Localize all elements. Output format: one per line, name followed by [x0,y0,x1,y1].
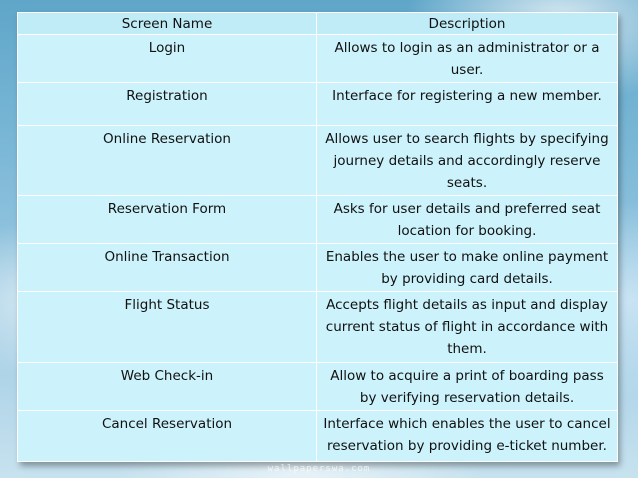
screens-table-container [17,12,617,462]
table-row [18,411,618,462]
screen-name-cell: Reservation Form [18,196,317,244]
header-screen-name: Screen Name [18,13,317,35]
description-cell: Accepts flight details as input and display current status of flight in accordance with them. [317,291,618,362]
header-description: Description [317,13,618,35]
description-cell: Allow to acquire a print of boarding pass by verifying reservation details. [317,363,618,411]
screen-name-cell: Online Transaction [18,243,317,291]
screens-table [17,12,618,462]
screen-name-cell: Web Check-in [18,363,317,411]
watermark-text: wallpaperswa.com [267,464,371,474]
table-header-row [18,13,618,35]
table-row [18,82,618,125]
description-cell: Allows to login as an administrator or a user. [317,35,618,83]
table-row [18,291,618,362]
screen-name-cell: Online Reservation [18,125,317,195]
table-row [18,35,618,83]
table-row [18,196,618,244]
description-cell: Interface for registering a new member. [317,82,618,125]
screen-name-cell: Flight Status [18,291,317,362]
screen-name-cell: Cancel Reservation [18,411,317,462]
screen-name-cell: Login [18,35,317,83]
description-cell: Interface which enables the user to cancel reservation by providing e-ticket number. [317,411,618,462]
screen-name-cell: Registration [18,82,317,125]
table-row [18,243,618,291]
table-row [18,125,618,195]
description-cell: Enables the user to make online payment by providing card details. [317,243,618,291]
description-cell: Asks for user details and preferred seat location for booking. [317,196,618,244]
table-row [18,363,618,411]
description-cell: Allows user to search flights by specifying journey details and accordingly reserve seats. [317,125,618,195]
